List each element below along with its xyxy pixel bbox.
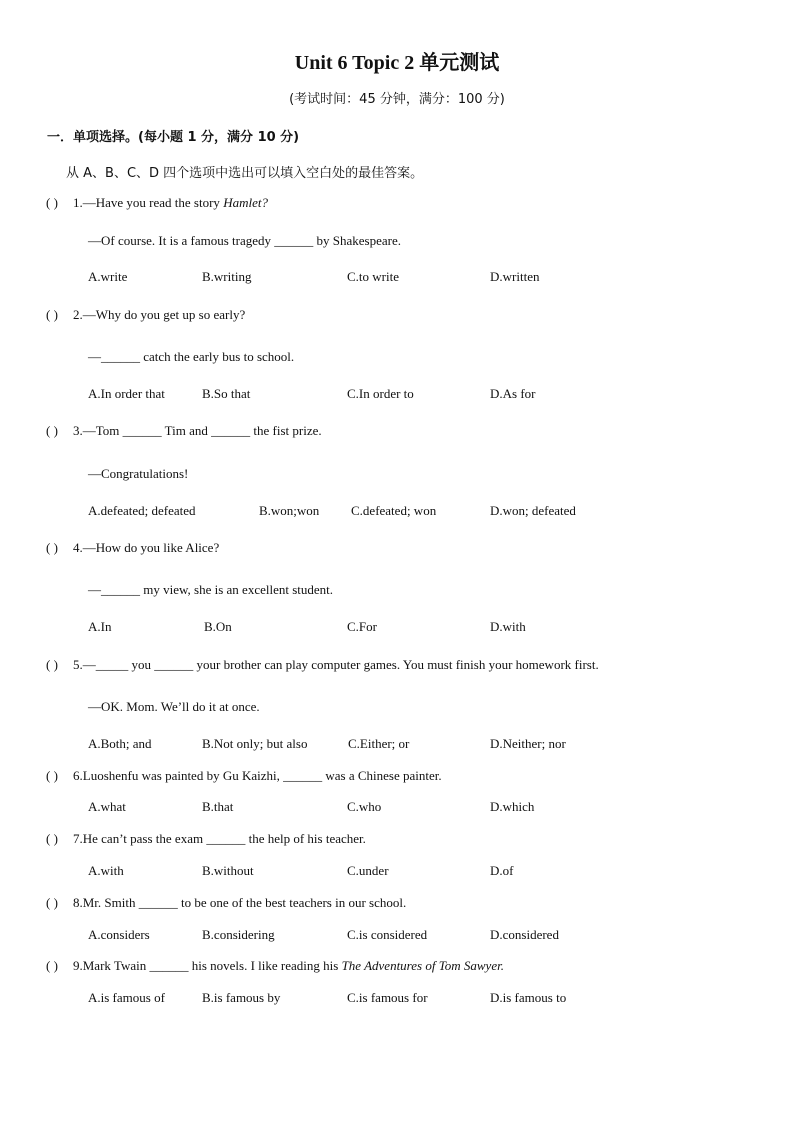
- question-stem: 6.Luoshenfu was painted by Gu Kaizhi, ______ was a Chinese painter.: [73, 768, 442, 783]
- answer-blank: ( ): [46, 768, 58, 783]
- question-reply: —______ catch the early bus to school.: [88, 349, 295, 364]
- stem-text: 9.Mark Twain ______ his novels. I like reading his: [73, 958, 342, 973]
- option-c: C.is famous for: [347, 990, 428, 1005]
- option-a: A.considers: [88, 927, 150, 942]
- question-stem: 7.He can’t pass the exam ______ the help of his teacher.: [73, 831, 366, 846]
- answer-blank: ( ): [46, 195, 58, 210]
- option-c: C.In order to: [347, 386, 414, 401]
- option-c: C.under: [347, 863, 389, 878]
- option-a: A.Both; and: [88, 736, 152, 751]
- option-c: C.is considered: [347, 927, 428, 942]
- option-a: A.defeated; defeated: [88, 503, 196, 518]
- question-stem: 8.Mr. Smith ______ to be one of the best teachers in our school.: [73, 895, 407, 910]
- exam-title: Unit 6 Topic 2 单元测试: [294, 52, 500, 74]
- option-b: B.considering: [202, 927, 275, 942]
- option-b: B.Not only; but also: [202, 736, 308, 751]
- option-a: A.with: [88, 863, 124, 878]
- option-a: A.In: [88, 619, 112, 634]
- stem-text: 1.—Have you read the story: [73, 195, 224, 210]
- question-reply: —Congratulations!: [88, 466, 189, 481]
- question-stem: 2.—Why do you get up so early?: [73, 307, 246, 322]
- option-d: D.won; defeated: [490, 503, 576, 518]
- question-stem: [73, 195, 268, 211]
- option-d: D.with: [490, 619, 526, 634]
- option-c: C.to write: [347, 269, 399, 284]
- answer-blank: ( ): [46, 307, 58, 322]
- option-d: D.Neither; nor: [490, 736, 566, 751]
- question-reply: —OK. Mom. We’ll do it at once.: [88, 699, 260, 714]
- option-c: C.who: [347, 799, 382, 814]
- option-b: B.that: [202, 799, 234, 814]
- option-b: B.So that: [202, 386, 251, 401]
- option-b: B.writing: [202, 269, 252, 284]
- option-b: B.On: [204, 619, 232, 634]
- question-stem: [73, 958, 504, 974]
- stem-italic-text: Hamlet?: [223, 195, 268, 210]
- option-b: B.is famous by: [202, 990, 281, 1005]
- option-a: A.is famous of: [88, 990, 165, 1005]
- option-c: C.Either; or: [348, 736, 410, 751]
- answer-blank: ( ): [46, 831, 58, 846]
- option-a: A.what: [88, 799, 126, 814]
- answer-blank: ( ): [46, 540, 58, 555]
- option-a: A.In order that: [88, 386, 165, 401]
- exam-subtitle: (考试时间：45 分钟，满分：100 分): [289, 92, 505, 107]
- section-instruction: 从 A、B、C、D 四个选项中选出可以填入空白处的最佳答案。: [66, 166, 424, 181]
- answer-blank: ( ): [46, 958, 58, 973]
- option-a: A.write: [88, 269, 128, 284]
- answer-blank: ( ): [46, 657, 58, 672]
- answer-blank: ( ): [46, 423, 58, 438]
- question-stem: 4.—How do you like Alice?: [73, 540, 220, 555]
- stem-italic-text: The Adventures of Tom Sawyer.: [341, 958, 504, 973]
- question-reply: —Of course. It is a famous tragedy ______ by Shakespeare.: [88, 233, 401, 248]
- question-stem: 3.—Tom ______ Tim and ______ the fist prize.: [73, 423, 322, 438]
- section-heading: 一．单项选择。(每小题 1 分，满分 10 分): [47, 130, 300, 145]
- option-d: D.of: [490, 863, 514, 878]
- option-d: D.As for: [490, 386, 536, 401]
- option-d: D.is famous to: [490, 990, 567, 1005]
- question-stem: 5.—_____ you ______ your brother can play computer games. You must finish your homework first.: [73, 657, 599, 672]
- option-b: B.won;won: [259, 503, 320, 518]
- option-d: D.written: [490, 269, 540, 284]
- answer-blank: ( ): [46, 895, 58, 910]
- option-d: D.considered: [490, 927, 559, 942]
- option-d: D.which: [490, 799, 535, 814]
- option-b: B.without: [202, 863, 254, 878]
- question-reply: —______ my view, she is an excellent student.: [88, 582, 334, 597]
- option-c: C.For: [347, 619, 377, 634]
- option-c: C.defeated; won: [351, 503, 437, 518]
